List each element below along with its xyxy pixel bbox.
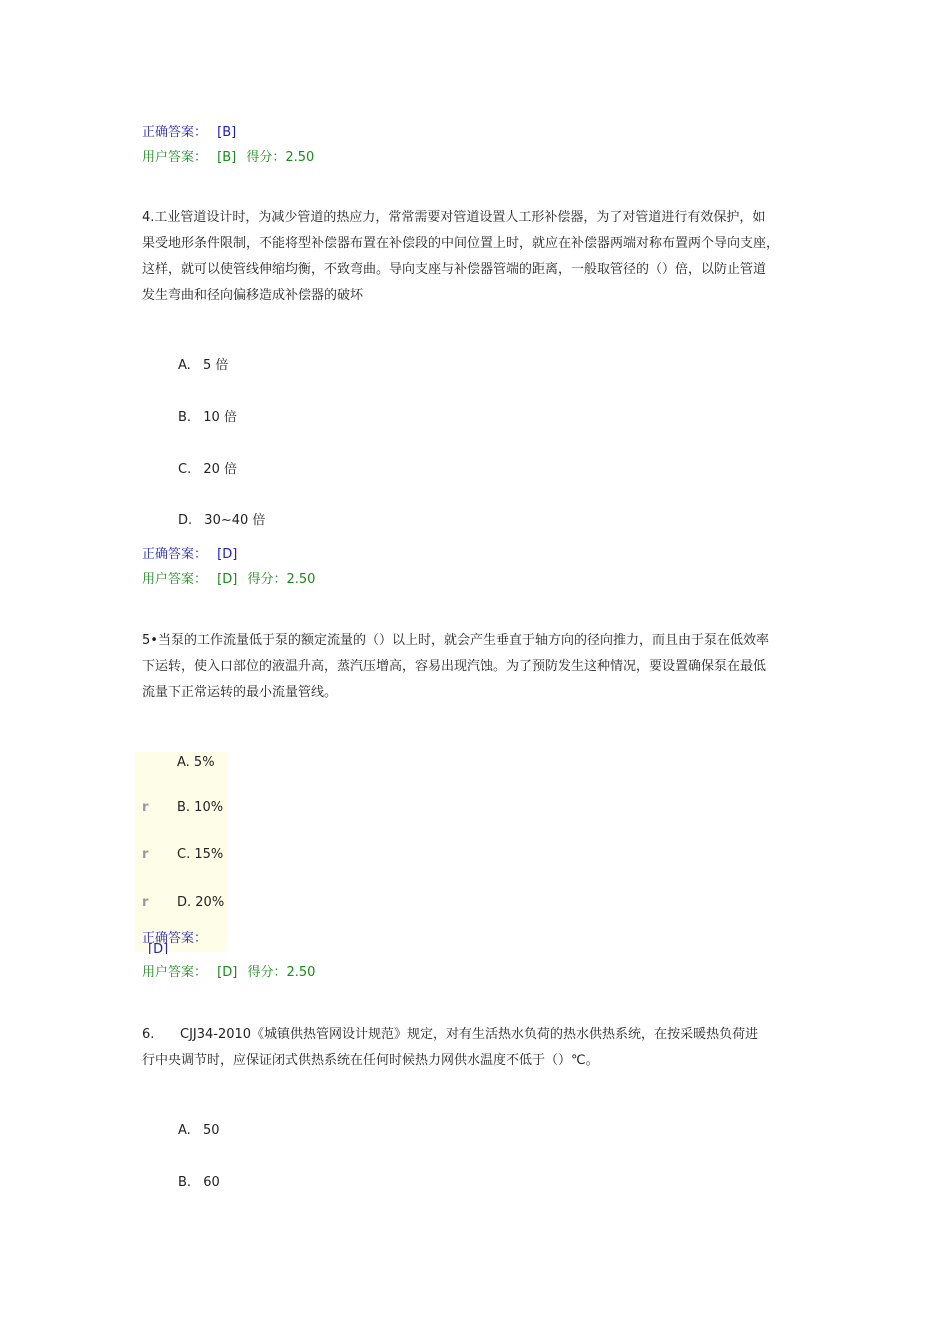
question-6-text	[142, 1022, 812, 1074]
option-letter: B.	[178, 410, 192, 425]
question-line: 发生弯曲和径向偏移造成补偿器的破坏	[142, 288, 364, 303]
score-label: 得分：	[246, 150, 286, 165]
option-text: 10 倍	[203, 410, 237, 425]
user-answer-label: 用户答案：	[142, 150, 208, 165]
q5-correct-answer-value: [D]	[148, 942, 169, 954]
correct-answer-label: 正确答案：	[142, 547, 208, 562]
score-value: 2.50	[286, 572, 316, 587]
q5-option-c[interactable]: C. 15%	[177, 847, 224, 862]
q3-correct-answer	[142, 121, 236, 140]
user-answer-label: 用户答案：	[142, 572, 208, 587]
question-line: 下运转，使入口部位的液温升高，蒸汽压增高，容易出现汽蚀。为了预防发生这种情况，要设置确保泵在最低	[142, 659, 767, 674]
option-text: 30~40 倍	[204, 513, 266, 528]
question-line: 果受地形条件限制，不能将型补偿器布置在补偿段的中间位置上时，就应在补偿器两端对称布置两个导向支座，	[142, 236, 780, 251]
question-line: 行中央调节时，应保证闭式供热系统在任何时候热力网供水温度不低于（）℃。	[142, 1053, 599, 1068]
q4-option-a[interactable]	[178, 354, 228, 373]
q3-user-answer	[142, 146, 314, 165]
score-value: 2.50	[285, 150, 315, 165]
radio-button-icon[interactable]: r	[142, 895, 149, 910]
correct-answer-value: [D]	[217, 547, 238, 562]
correct-answer-label: 正确答案：	[142, 125, 208, 140]
score-label: 得分：	[247, 572, 287, 587]
option-letter: B.	[178, 1175, 192, 1190]
score-value: 2.50	[286, 965, 316, 980]
question-line: 流量下正常运转的最小流量管线。	[142, 685, 338, 700]
q5-option-d[interactable]: D. 20%	[177, 895, 225, 910]
user-answer-value: [B]	[217, 150, 237, 165]
option-letter: A.	[178, 1123, 191, 1138]
option-text: 60	[203, 1175, 220, 1190]
option-text: 5 倍	[202, 358, 229, 373]
user-answer-value: [D]	[217, 572, 238, 587]
q4-user-answer	[142, 568, 315, 587]
score-label: 得分：	[247, 965, 287, 980]
q5-user-answer	[142, 961, 315, 980]
q6-option-b[interactable]	[178, 1175, 220, 1190]
option-letter: C.	[178, 462, 192, 477]
q6-option-a[interactable]	[178, 1123, 219, 1138]
question-5-text	[142, 628, 812, 706]
q4-option-c[interactable]	[178, 458, 237, 477]
option-text: 50	[202, 1123, 220, 1138]
q5-correct-answer-label: 正确答案：	[142, 931, 208, 946]
correct-answer-value: [B]	[217, 125, 237, 140]
question-line: 这样，就可以使管线伸缩均衡，不致弯曲。导向支座与补偿器管端的距离，一般取管径的（）倍，以防止管道	[142, 262, 767, 277]
option-text: 20 倍	[203, 462, 238, 477]
question-6-number: 6.	[142, 1027, 155, 1042]
question-line: 5•当泵的工作流量低于泵的额定流量的（）以上时，就会产生垂直于轴方向的径向推力，而且由于泵在低效率	[142, 633, 769, 648]
option-letter: D.	[178, 513, 193, 528]
q4-option-d[interactable]	[178, 509, 265, 528]
question-4-text	[142, 205, 812, 309]
user-answer-value: [D]	[217, 965, 238, 980]
q4-option-b[interactable]	[178, 406, 237, 425]
radio-button-icon[interactable]: r	[142, 800, 149, 815]
q5-option-b[interactable]: B. 10%	[177, 800, 224, 815]
question-line: CJJ34-2010《城镇供热管网设计规范》规定，对有生活热水负荷的热水供热系统，在按采暖热负荷进	[180, 1027, 759, 1042]
q5-option-a[interactable]: A. 5%	[177, 755, 215, 770]
question-line: 4.工业管道设计时，为减少管道的热应力，常常需要对管道设置人工形补偿器，为了对管道进行有效保护，如	[142, 210, 766, 225]
user-answer-label: 用户答案：	[142, 965, 208, 980]
option-letter: A.	[178, 358, 191, 373]
q4-correct-answer	[142, 543, 237, 562]
radio-button-icon[interactable]: r	[142, 847, 149, 862]
